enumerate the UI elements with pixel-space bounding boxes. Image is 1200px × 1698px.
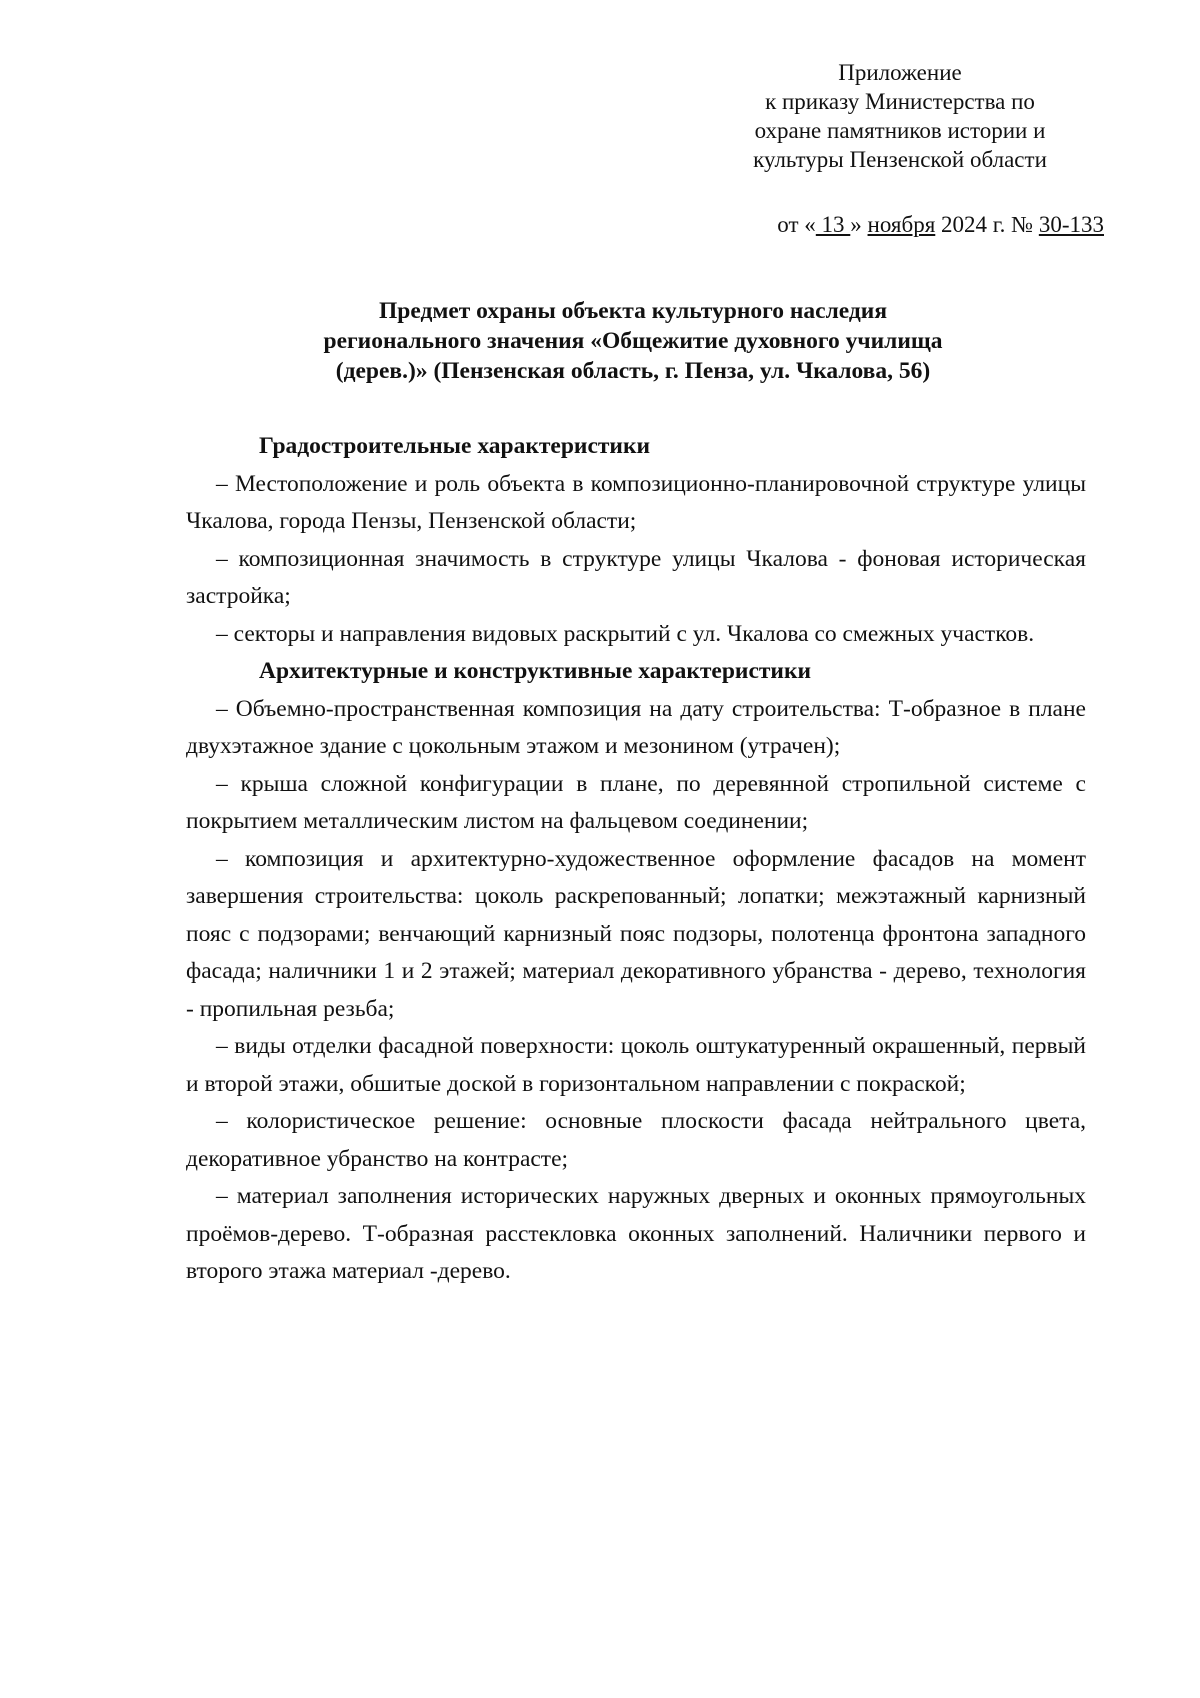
list-item: – композиция и архитектурно-художественное оформление фасадов на момент завершения строительства: цоколь раскрепованный; лопатки; межэтажный карнизный пояс с подзорами; венчающий карнизный пояс подзоры, полотенца фронтона западного фасада; наличники 1 и 2 этажей; материал декоративного убранства - дерево, технология - пропильная резьба;	[186, 845, 1086, 1022]
list-item: – виды отделки фасадной поверхности: цоколь оштукатуренный окрашенный, первый и второй этажи, обшитые доской в горизонтальном направлении с покраской;	[186, 1033, 1086, 1097]
appendix-header	[720, 58, 1080, 174]
section-heading-architecture: Архитектурные и конструктивные характеристики	[259, 658, 812, 684]
list-item: – секторы и направления видовых раскрытий с ул. Чкалова со смежных участков.	[216, 620, 1035, 647]
document-body	[186, 428, 1086, 1291]
order-month: ноября	[867, 212, 936, 237]
list-item: – материал заполнения исторических наружных дверных и оконных прямоугольных проёмов-дерево. Т-образная расстекловка оконных заполнений. Наличники первого и второго этажа материал -дерево.	[186, 1183, 1086, 1284]
order-reference	[777, 210, 1104, 239]
appendix-line: культуры Пензенской области	[753, 147, 1047, 172]
title-line: Предмет охраны объекта культурного наследия	[378, 298, 888, 324]
order-day: 13	[815, 212, 851, 237]
section-heading-urban: Градостроительные характеристики	[259, 433, 651, 459]
appendix-line: к приказу Министерства по	[765, 89, 1035, 114]
list-item: – Объемно-пространственная композиция на дату строительства: Т-образное в плане двухэтажное здание с цокольным этажом и мезонином (утрачен);	[186, 695, 1086, 759]
order-year: 2024 г. №	[935, 212, 1039, 237]
title-line: регионального значения «Общежитие духовного училища	[323, 328, 943, 354]
title-line: (дерев.)» (Пензенская область, г. Пенза, ул. Чкалова, 56)	[335, 358, 931, 384]
list-item: – Местоположение и роль объекта в композиционно-планировочной структуре улицы Чкалова, города Пензы, Пензенской области;	[186, 470, 1086, 534]
order-separator: »	[850, 212, 868, 237]
list-item: – композиционная значимость в структуре улицы Чкалова - фоновая историческая застройка;	[186, 545, 1086, 609]
appendix-line: Приложение	[838, 60, 962, 85]
order-number: 30-133	[1038, 212, 1104, 237]
appendix-line: охране памятников истории и	[754, 118, 1046, 143]
list-item: – колористическое решение: основные плоскости фасада нейтрального цвета, декоративное убранство на контрасте;	[186, 1108, 1086, 1172]
document-title	[230, 296, 1036, 386]
list-item: – крыша сложной конфигурации в плане, по деревянной стропильной системе с покрытием металлическим листом на фальцевом соединении;	[186, 770, 1086, 834]
order-prefix: от «	[777, 212, 816, 237]
